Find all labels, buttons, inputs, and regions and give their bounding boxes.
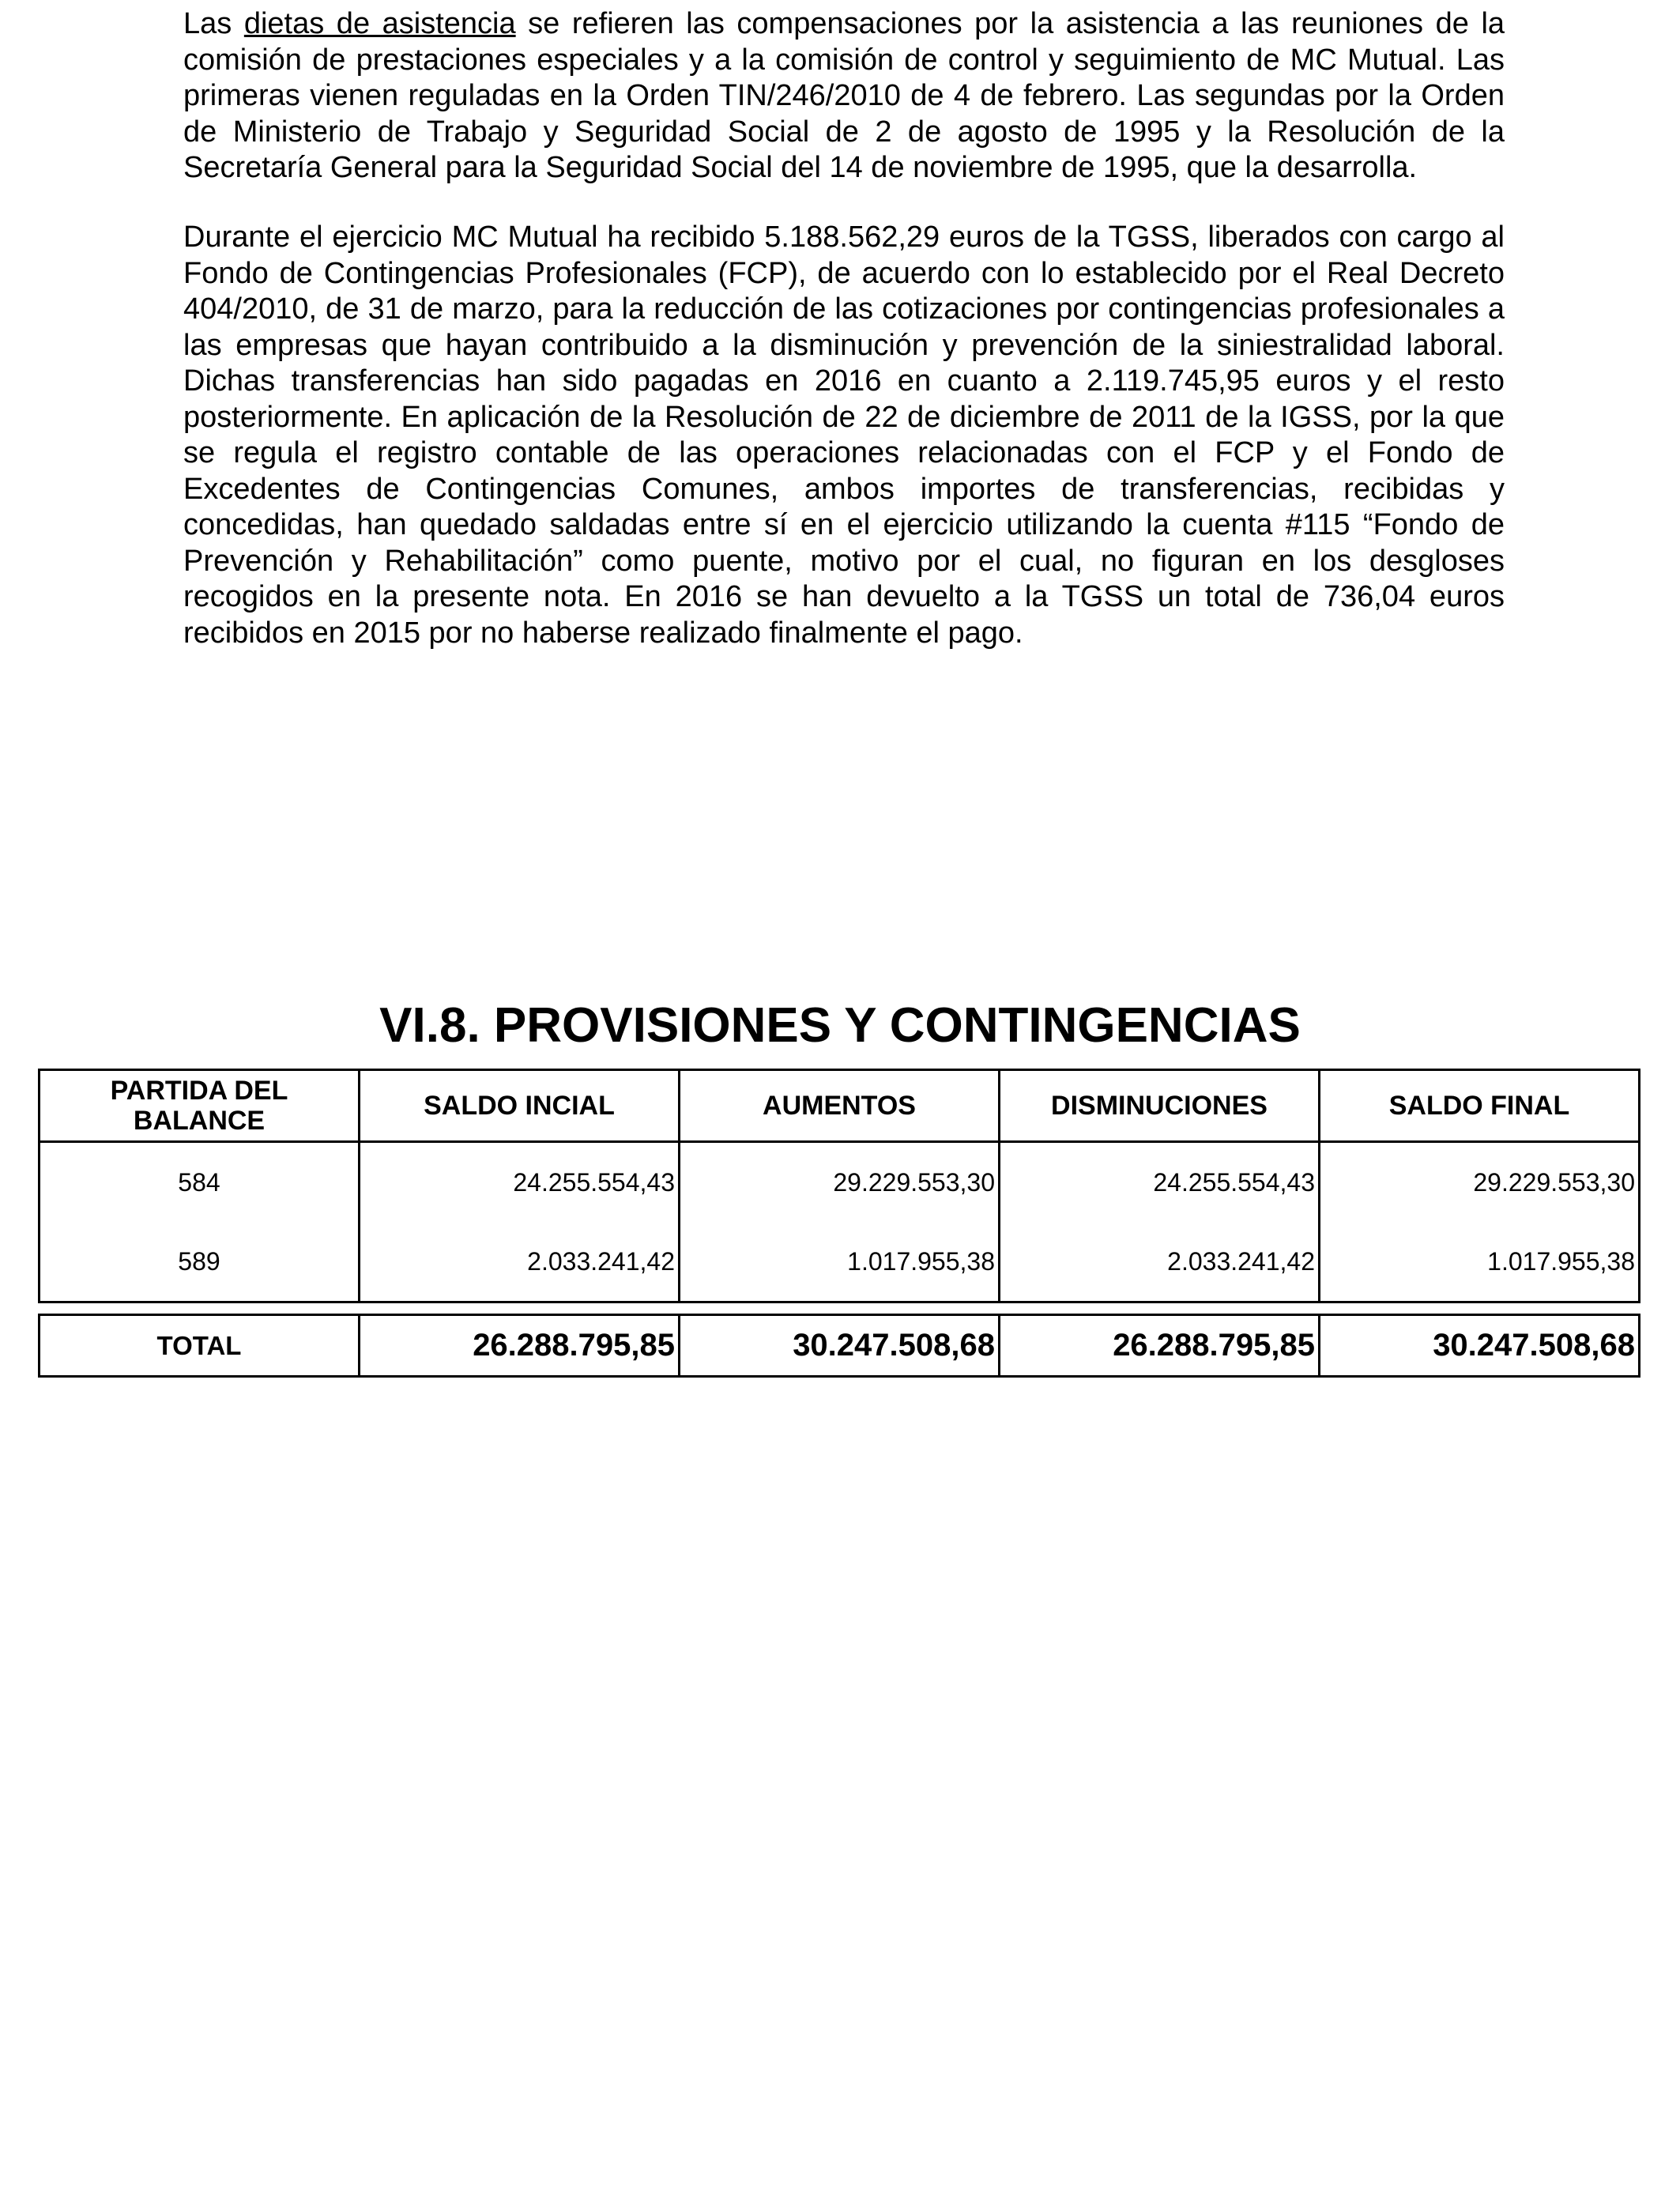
cell-disminuciones: 2.033.241,42 bbox=[1000, 1222, 1320, 1302]
table-row bbox=[40, 1222, 1640, 1302]
cell-aumentos: 1.017.955,38 bbox=[680, 1222, 1000, 1302]
cell-disminuciones: 24.255.554,43 bbox=[1000, 1142, 1320, 1223]
section-title: VI.8. PROVISIONES Y CONTINGENCIAS bbox=[379, 998, 1301, 1053]
header-aumentos: AUMENTOS bbox=[680, 1070, 1000, 1142]
paragraph-dietas-rest: se refieren las compensaciones por la asistencia a las reuniones de la comisión de prestaciones especiales y a la comisión de control y seguimiento de MC Mutual. Las primeras vienen reguladas en la Orden TIN/246/2010 de 4 de febrero. Las segundas por la Orden de Ministerio de Trabajo y Seguridad Social de 2 de agosto de 1995 y la Resolución de la Secretaría General para la Seguridad Social del 14 de noviembre de 1995, que la desarrolla. bbox=[183, 7, 1505, 184]
cell-saldo-inicial: 2.033.241,42 bbox=[360, 1222, 680, 1302]
cell-saldo-final: 1.017.955,38 bbox=[1320, 1222, 1640, 1302]
table-header-row bbox=[40, 1070, 1640, 1142]
dietas-underlined-term: dietas de asistencia bbox=[243, 7, 516, 40]
paragraph-dietas bbox=[183, 6, 1505, 187]
paragraph-fcp: Durante el ejercicio MC Mutual ha recibido 5.188.562,29 euros de la TGSS, liberados con cargo al Fondo de Contingencias Profesionales (FCP), de acuerdo con lo establecido por el Real Decreto 404/2010, de 31 de marzo, para la reducción de las cotizaciones por contingencias profesionales a las empresas que hayan contribuido a la disminución y prevención de la siniestralidad laboral. Dichas transferencias han sido pagadas en 2016 en cuanto a 2.119.745,95 euros y el resto posteriormente. En aplicación de la Resolución de 22 de diciembre de 2011 de la IGSS, por la que se regula el registro contable de las operaciones relacionadas con el FCP y el Fondo de Excedentes de Contingencias Comunes, ambos importes de transferencias, recibidas y concedidas, han quedado saldadas entre sí en el ejercicio utilizando la cuenta #115 “Fondo de Prevención y Rehabilitación” como puente, motivo por el cual, no figuran en los desgloses recogidos en la presente nota. En 2016 se han devuelto a la TGSS un total de 736,04 euros recibidos en 2015 por no haberse realizado finalmente el pago. bbox=[183, 221, 1505, 650]
cell-partida: 584 bbox=[40, 1142, 360, 1223]
cell-aumentos: 29.229.553,30 bbox=[680, 1142, 1000, 1223]
header-saldo-final: SALDO FINAL bbox=[1320, 1070, 1640, 1142]
total-saldo-final: 30.247.508,68 bbox=[1320, 1315, 1640, 1377]
cell-saldo-final: 29.229.553,30 bbox=[1320, 1142, 1640, 1223]
provisions-total-table bbox=[38, 1314, 1640, 1378]
cell-saldo-inicial: 24.255.554,43 bbox=[360, 1142, 680, 1223]
paragraph-dietas-lead: Las bbox=[183, 7, 244, 40]
total-row bbox=[40, 1315, 1640, 1377]
header-disminuciones: DISMINUCIONES bbox=[1000, 1070, 1320, 1142]
provisions-table bbox=[38, 1069, 1640, 1303]
total-label: TOTAL bbox=[40, 1315, 360, 1377]
table-row bbox=[40, 1142, 1640, 1223]
total-saldo-inicial: 26.288.795,85 bbox=[360, 1315, 680, 1377]
header-saldo-inicial: SALDO INCIAL bbox=[360, 1070, 680, 1142]
cell-partida: 589 bbox=[40, 1222, 360, 1302]
total-disminuciones: 26.288.795,85 bbox=[1000, 1315, 1320, 1377]
total-aumentos: 30.247.508,68 bbox=[680, 1315, 1000, 1377]
header-partida: PARTIDA DEL BALANCE bbox=[40, 1070, 360, 1142]
